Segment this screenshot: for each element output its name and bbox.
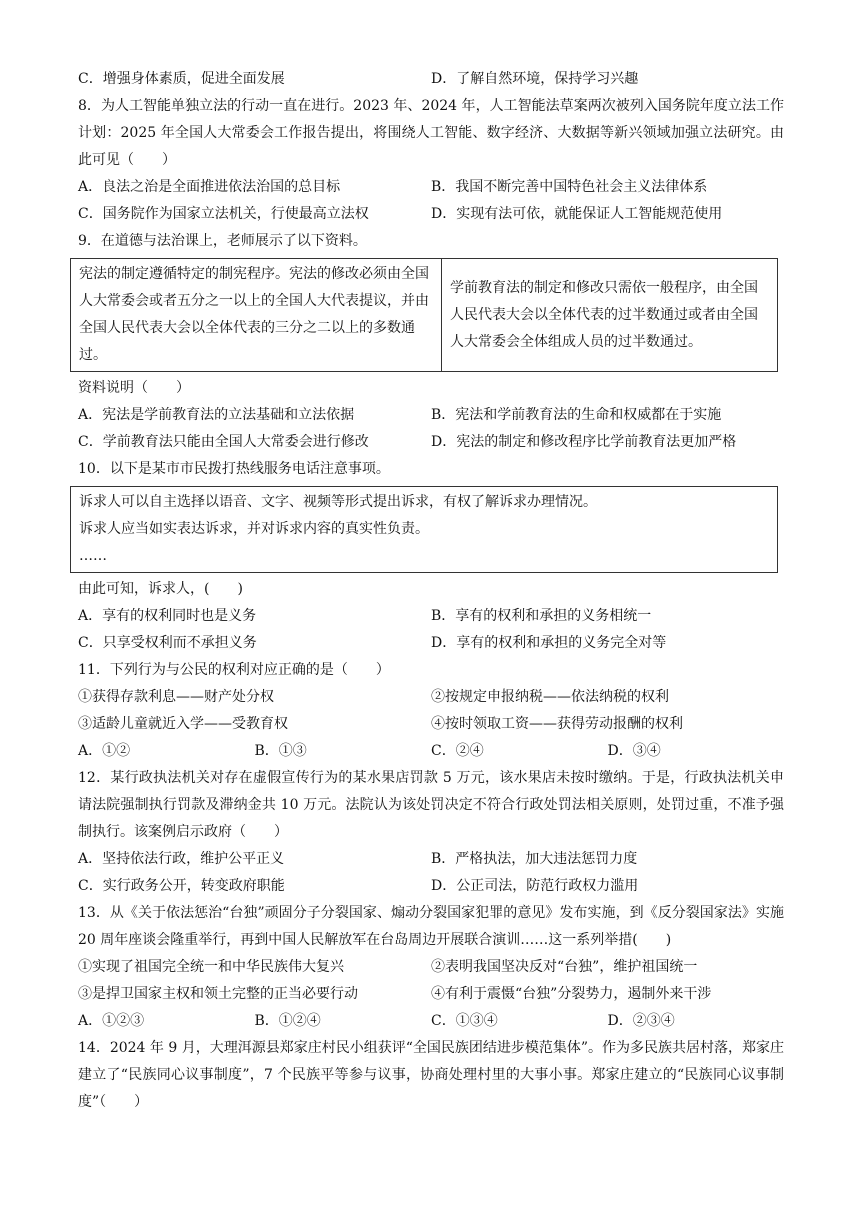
q8-option-d: D．实现有法可依，就能保证人工智能规范使用 <box>431 206 723 222</box>
q10-option-d: D．享有的权利和承担的义务完全对等 <box>431 635 667 651</box>
q11-stem: 11．下列行为与公民的权利对应正确的是（ ） <box>78 662 390 678</box>
q12-option-d: D．公正司法，防范行政权力滥用 <box>431 878 639 894</box>
q13-option-d: D．②③④ <box>607 1013 675 1029</box>
q9-material-table <box>70 258 778 372</box>
q13-item-1: ①实现了祖国完全统一和中华民族伟大复兴 <box>78 959 344 975</box>
q12-options-row-2 <box>78 873 784 900</box>
q10-material-ellipsis: …… <box>79 548 107 564</box>
q8-stem: 8．为人工智能单独立法的行动一直在进行。2023 年、2024 年，人工智能法草案两次被列入国务院年度立法工作计划：2025 年全国人大常委会工作报告提出，将围绕人工智能、数字经济、大数据等新兴领域加强立法研究。由此可见（ ） <box>78 98 784 168</box>
q9-option-a: A．宪法是学前教育法的立法基础和立法依据 <box>78 407 355 423</box>
q11-items-row-1 <box>78 684 784 711</box>
q13-items-row-1 <box>78 954 784 981</box>
q9-material-constitution: 宪法的制定遵循特定的制宪程序。宪法的修改必须由全国人大常委会或者五分之一以上的全国人大代表提议，并由全国人民代表大会以全体代表的三分之二以上的多数通过。 <box>71 259 442 371</box>
q11-option-a: A．①② <box>78 743 131 759</box>
q7-option-c: C．增强身体素质，促进全面发展 <box>78 71 285 87</box>
q13-option-a: A．①②③ <box>78 1013 145 1029</box>
q12-option-b: B．严格执法，加大违法惩罚力度 <box>431 851 638 867</box>
q10-option-a: A．享有的权利同时也是义务 <box>78 608 257 624</box>
q9-option-b: B．宪法和学前教育法的生命和权威都在于实施 <box>431 407 722 423</box>
q7-options-row <box>78 66 784 93</box>
q10-material-line-1: 诉求人可以自主选择以语音、文字、视频等形式提出诉求，有权了解诉求办理情况。 <box>79 494 597 510</box>
q10-options-row-1 <box>78 603 784 630</box>
q8-options-row-2 <box>78 201 784 228</box>
q12-stem: 12．某行政执法机关对存在虚假宣传行为的某水果店罚款 5 万元，该水果店未按时缴纳。于是，行政执法机关申请法院强制执行罚款及滞纳金共 10 万元。法院认为该处罚决定不符合行政处罚法相关原则，处罚过重，不准予强制执行。该案例启示政府（ ） <box>78 770 784 840</box>
q10-option-c: C．只享受权利而不承担义务 <box>78 635 257 651</box>
q9-option-c: C．学前教育法只能由全国人大常委会进行修改 <box>78 434 369 450</box>
q13-item-2: ②表明我国坚决反对“台独”，维护祖国统一 <box>431 959 698 975</box>
q8-option-c: C．国务院作为国家立法机关，行使最高立法权 <box>78 206 369 222</box>
q10-material-box <box>70 486 778 573</box>
q11-options-row <box>78 738 784 765</box>
q9-material-preschool-law <box>442 259 777 371</box>
q8-option-a: A．良法之治是全面推进依法治国的总目标 <box>78 179 341 195</box>
q9-stem: 9．在道德与法治课上，老师展示了以下资料。 <box>78 233 367 249</box>
q10-material-line-2: 诉求人应当如实表达诉求，并对诉求内容的真实性负责。 <box>79 521 429 537</box>
q9-options-row-1 <box>78 402 784 429</box>
q9-options-row-2 <box>78 429 784 456</box>
q13-stem: 13．从《关于依法惩治“台独”顽固分子分裂国家、煽动分裂国家犯罪的意见》发布实施，到《反分裂国家法》实施 20 周年座谈会隆重举行，再到中国人民解放军在台岛周边开展联合演训……这一系列举措( ) <box>78 905 784 948</box>
q13-items-row-2 <box>78 981 784 1008</box>
q11-items-row-2 <box>78 711 784 738</box>
q13-item-3: ③是捍卫国家主权和领土完整的正当必要行动 <box>78 986 358 1002</box>
q9-option-d: D．宪法的制定和修改程序比学前教育法更加严格 <box>431 434 737 450</box>
q11-item-1: ①获得存款利息——财产处分权 <box>78 689 274 705</box>
q11-option-b: B．①③ <box>254 743 307 759</box>
q10-options-row-2 <box>78 630 784 657</box>
q7-option-d: D．了解自然环境，保持学习兴趣 <box>431 71 639 87</box>
q10-question: 由此可知，诉求人，( ) <box>78 581 243 597</box>
q14-stem: 14．2024 年 9 月，大理洱源县郑家庄村民小组获评“全国民族团结进步模范集体”。作为多民族共居村落，郑家庄建立了“民族同心议事制度”，7 个民族平等参与议事，协商处理村里的大事小事。郑家庄建立的“民族同心议事制度”（ ） <box>78 1040 785 1110</box>
q8-options-row-1 <box>78 174 784 201</box>
q13-item-4: ④有利于震慑“台独”分裂势力，遏制外来干涉 <box>431 986 712 1002</box>
q10-stem: 10．以下是某市市民拨打热线服务电话注意事项。 <box>78 461 390 477</box>
q11-item-4: ④按时领取工资——获得劳动报酬的权利 <box>431 716 683 732</box>
q11-item-2: ②按规定申报纳税——依法纳税的权利 <box>431 689 669 705</box>
q13-options-row <box>78 1008 784 1035</box>
q8-option-b: B．我国不断完善中国特色社会主义法律体系 <box>431 179 708 195</box>
exam-page <box>78 66 784 1116</box>
q12-option-a: A．坚持依法行政，维护公平正义 <box>78 851 285 867</box>
q11-option-d: D．③④ <box>607 743 661 759</box>
q11-option-c: C．②④ <box>431 743 484 759</box>
q13-option-b: B．①②④ <box>254 1013 321 1029</box>
q9-question: 资料说明（ ） <box>78 380 190 396</box>
q13-option-c: C．①③④ <box>431 1013 498 1029</box>
q9-material-preschool-law-text: 学前教育法的制定和修改只需依一般程序，由全国人民代表大会以全体代表的过半数通过或者由全国人大常委会全体组成人员的过半数通过。 <box>450 279 758 350</box>
q12-options-row-1 <box>78 846 784 873</box>
q11-item-3: ③适龄儿童就近入学——受教育权 <box>78 716 288 732</box>
q12-option-c: C．实行政务公开，转变政府职能 <box>78 878 285 894</box>
q10-option-b: B．享有的权利和承担的义务相统一 <box>431 608 652 624</box>
